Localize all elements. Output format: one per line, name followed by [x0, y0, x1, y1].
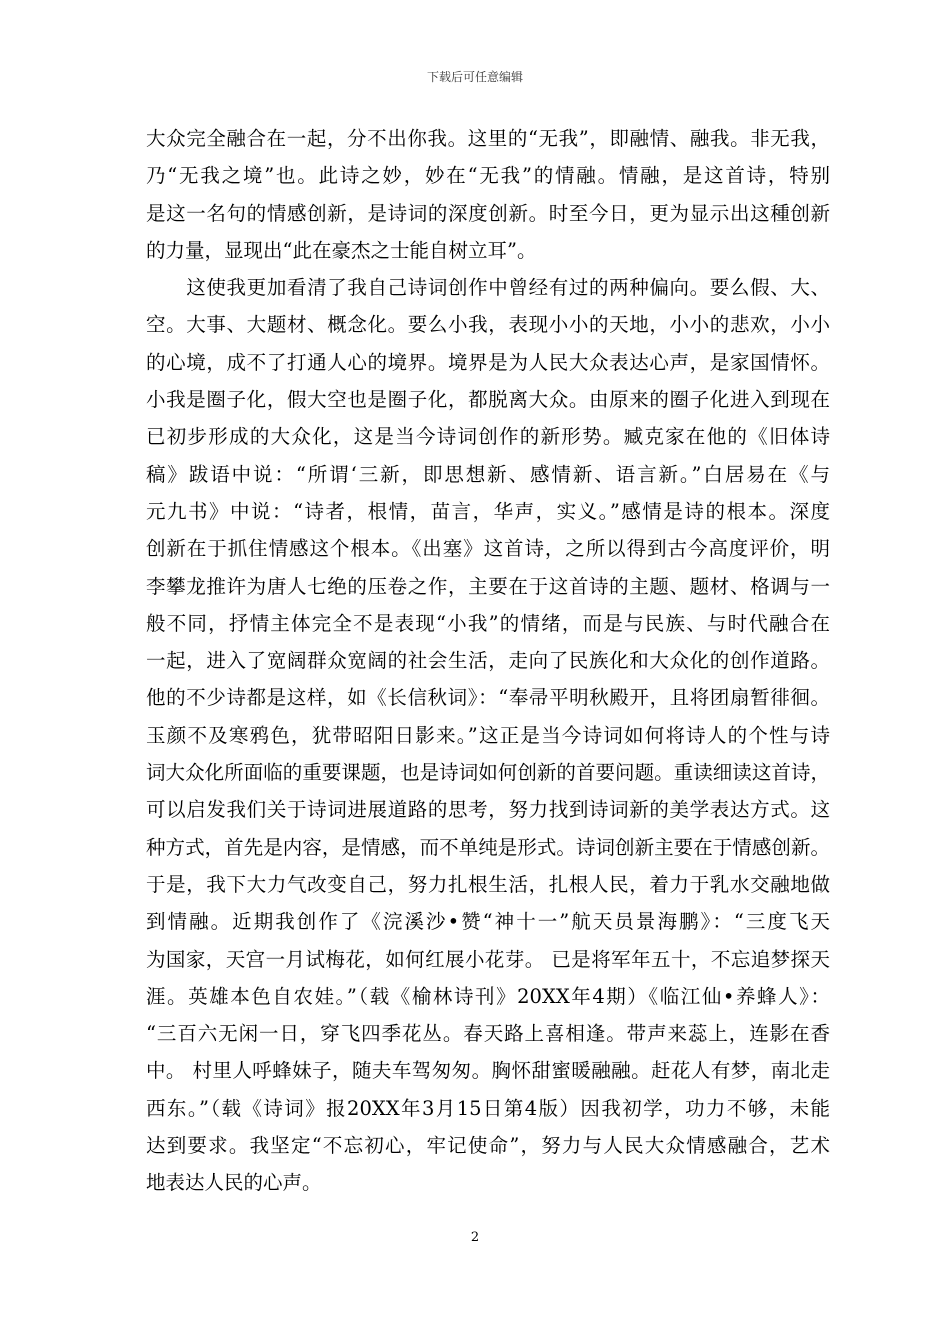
text-line: 的力量，显现出“此在豪杰之士能自树立耳”。 [146, 238, 537, 262]
text-line: 地表达人民的心声。 [146, 1171, 322, 1195]
text-line: 大众完全融合在一起，分不出你我。这里的“无我”，即融情、融我。非无我， [146, 127, 830, 150]
text-line: 中。 村里人呼蜂妹子，随夫车驾匆匆。胸怀甜蜜暖融融。赶花人有梦，南北走 [146, 1059, 830, 1083]
text-line: 小我是圈子化，假大空也是圈子化，都脱离大众。由原来的圈子化进入到现在 [146, 388, 830, 412]
page-number: 2 [470, 1230, 480, 1245]
text-line: 创新在于抓住情感这个根本。《出塞》这首诗，之所以得到古今高度评价，明 [146, 537, 830, 561]
text-line: 达到要求。我坚定“不忘初心，牢记使命”，努力与人民大众情感融合，艺术 [146, 1134, 830, 1158]
text-line: 一起，进入了宽阔群众宽阔的社会生活，走向了民族化和大众化的创作道路。 [146, 649, 830, 673]
text-line: 种方式，首先是内容，是情感，而不单纯是形式。诗词创新主要在于情感创新。 [146, 835, 830, 859]
text-line: 元九书》中说：“诗者，根情，苗言，华声，实义。”感情是诗的根本。深度 [146, 499, 830, 523]
text-line: 已初步形成的大众化，这是当今诗词创作的新形势。臧克家在他的《旧体诗 [146, 425, 830, 449]
text-line: 的心境，成不了打通人心的境界。境界是为人民大众表达心声，是家国情怀。 [146, 350, 830, 374]
body-text [146, 120, 830, 1202]
text-line: 词大众化所面临的重要课题，也是诗词如何创新的首要问题。重读细读这首诗， [146, 761, 830, 785]
text-line: 西东。”（载《诗词》报20XX年3月15日第4版）因我初学，功力不够，未能 [146, 1096, 830, 1120]
text-line: “三百六无闲一日，穿飞四季花丛。春天路上喜相逢。带声来蕊上，连影在香 [146, 1022, 830, 1046]
text-line: 稿》跋语中说：“所谓‘三新，即思想新、感情新、语言新。”白居易在《与 [146, 462, 830, 486]
text-line: 这使我更加看清了我自己诗词创作中曾经有过的两种偏向。要么假、大、 [146, 276, 830, 300]
text-line: 般不同，抒情主体完全不是表现“小我”的情绪，而是与民族、与时代融合在 [146, 611, 830, 635]
text-line: 到情融。近期我创作了《浣溪沙•赞“神十一”航天员景海鹏》：“三度飞天 [146, 910, 830, 934]
text-line: 为国家，天宫一月试梅花，如何红展小花芽。 已是将军年五十，不忘追梦探天 [146, 947, 830, 971]
text-line: 乃“无我之境”也。此诗之妙，妙在“无我”的情融。情融，是这首诗，特别 [146, 164, 830, 188]
page-header: 下载后可任意编辑 [426, 70, 523, 84]
text-line: 空。大事、大题材、概念化。要么小我，表现小小的天地，小小的悲欢，小小 [146, 313, 830, 337]
text-line: 他的不少诗都是这样，如《长信秋词》：“奉帚平明秋殿开，且将团扇暂徘徊。 [146, 686, 830, 710]
text-line: 可以启发我们关于诗词进展道路的思考，努力找到诗词新的美学表达方式。这 [146, 798, 830, 822]
text-line: 李攀龙推许为唐人七绝的压卷之作，主要在于这首诗的主题、题材、格调与一 [146, 574, 830, 598]
text-line: 涯。英雄本色自农娃。”（载《榆林诗刊》20XX年4期）《临江仙•养蜂人》： [146, 984, 830, 1008]
text-line: 是这一名句的情感创新，是诗词的深度创新。时至今日，更为显示出这種创新 [146, 201, 830, 225]
text-line: 玉颜不及寒鸦色，犹带昭阳日影来。”这正是当今诗词如何将诗人的个性与诗 [146, 723, 830, 747]
text-line: 于是，我下大力气改变自己，努力扎根生活，扎根人民，着力于乳水交融地做 [146, 872, 830, 896]
